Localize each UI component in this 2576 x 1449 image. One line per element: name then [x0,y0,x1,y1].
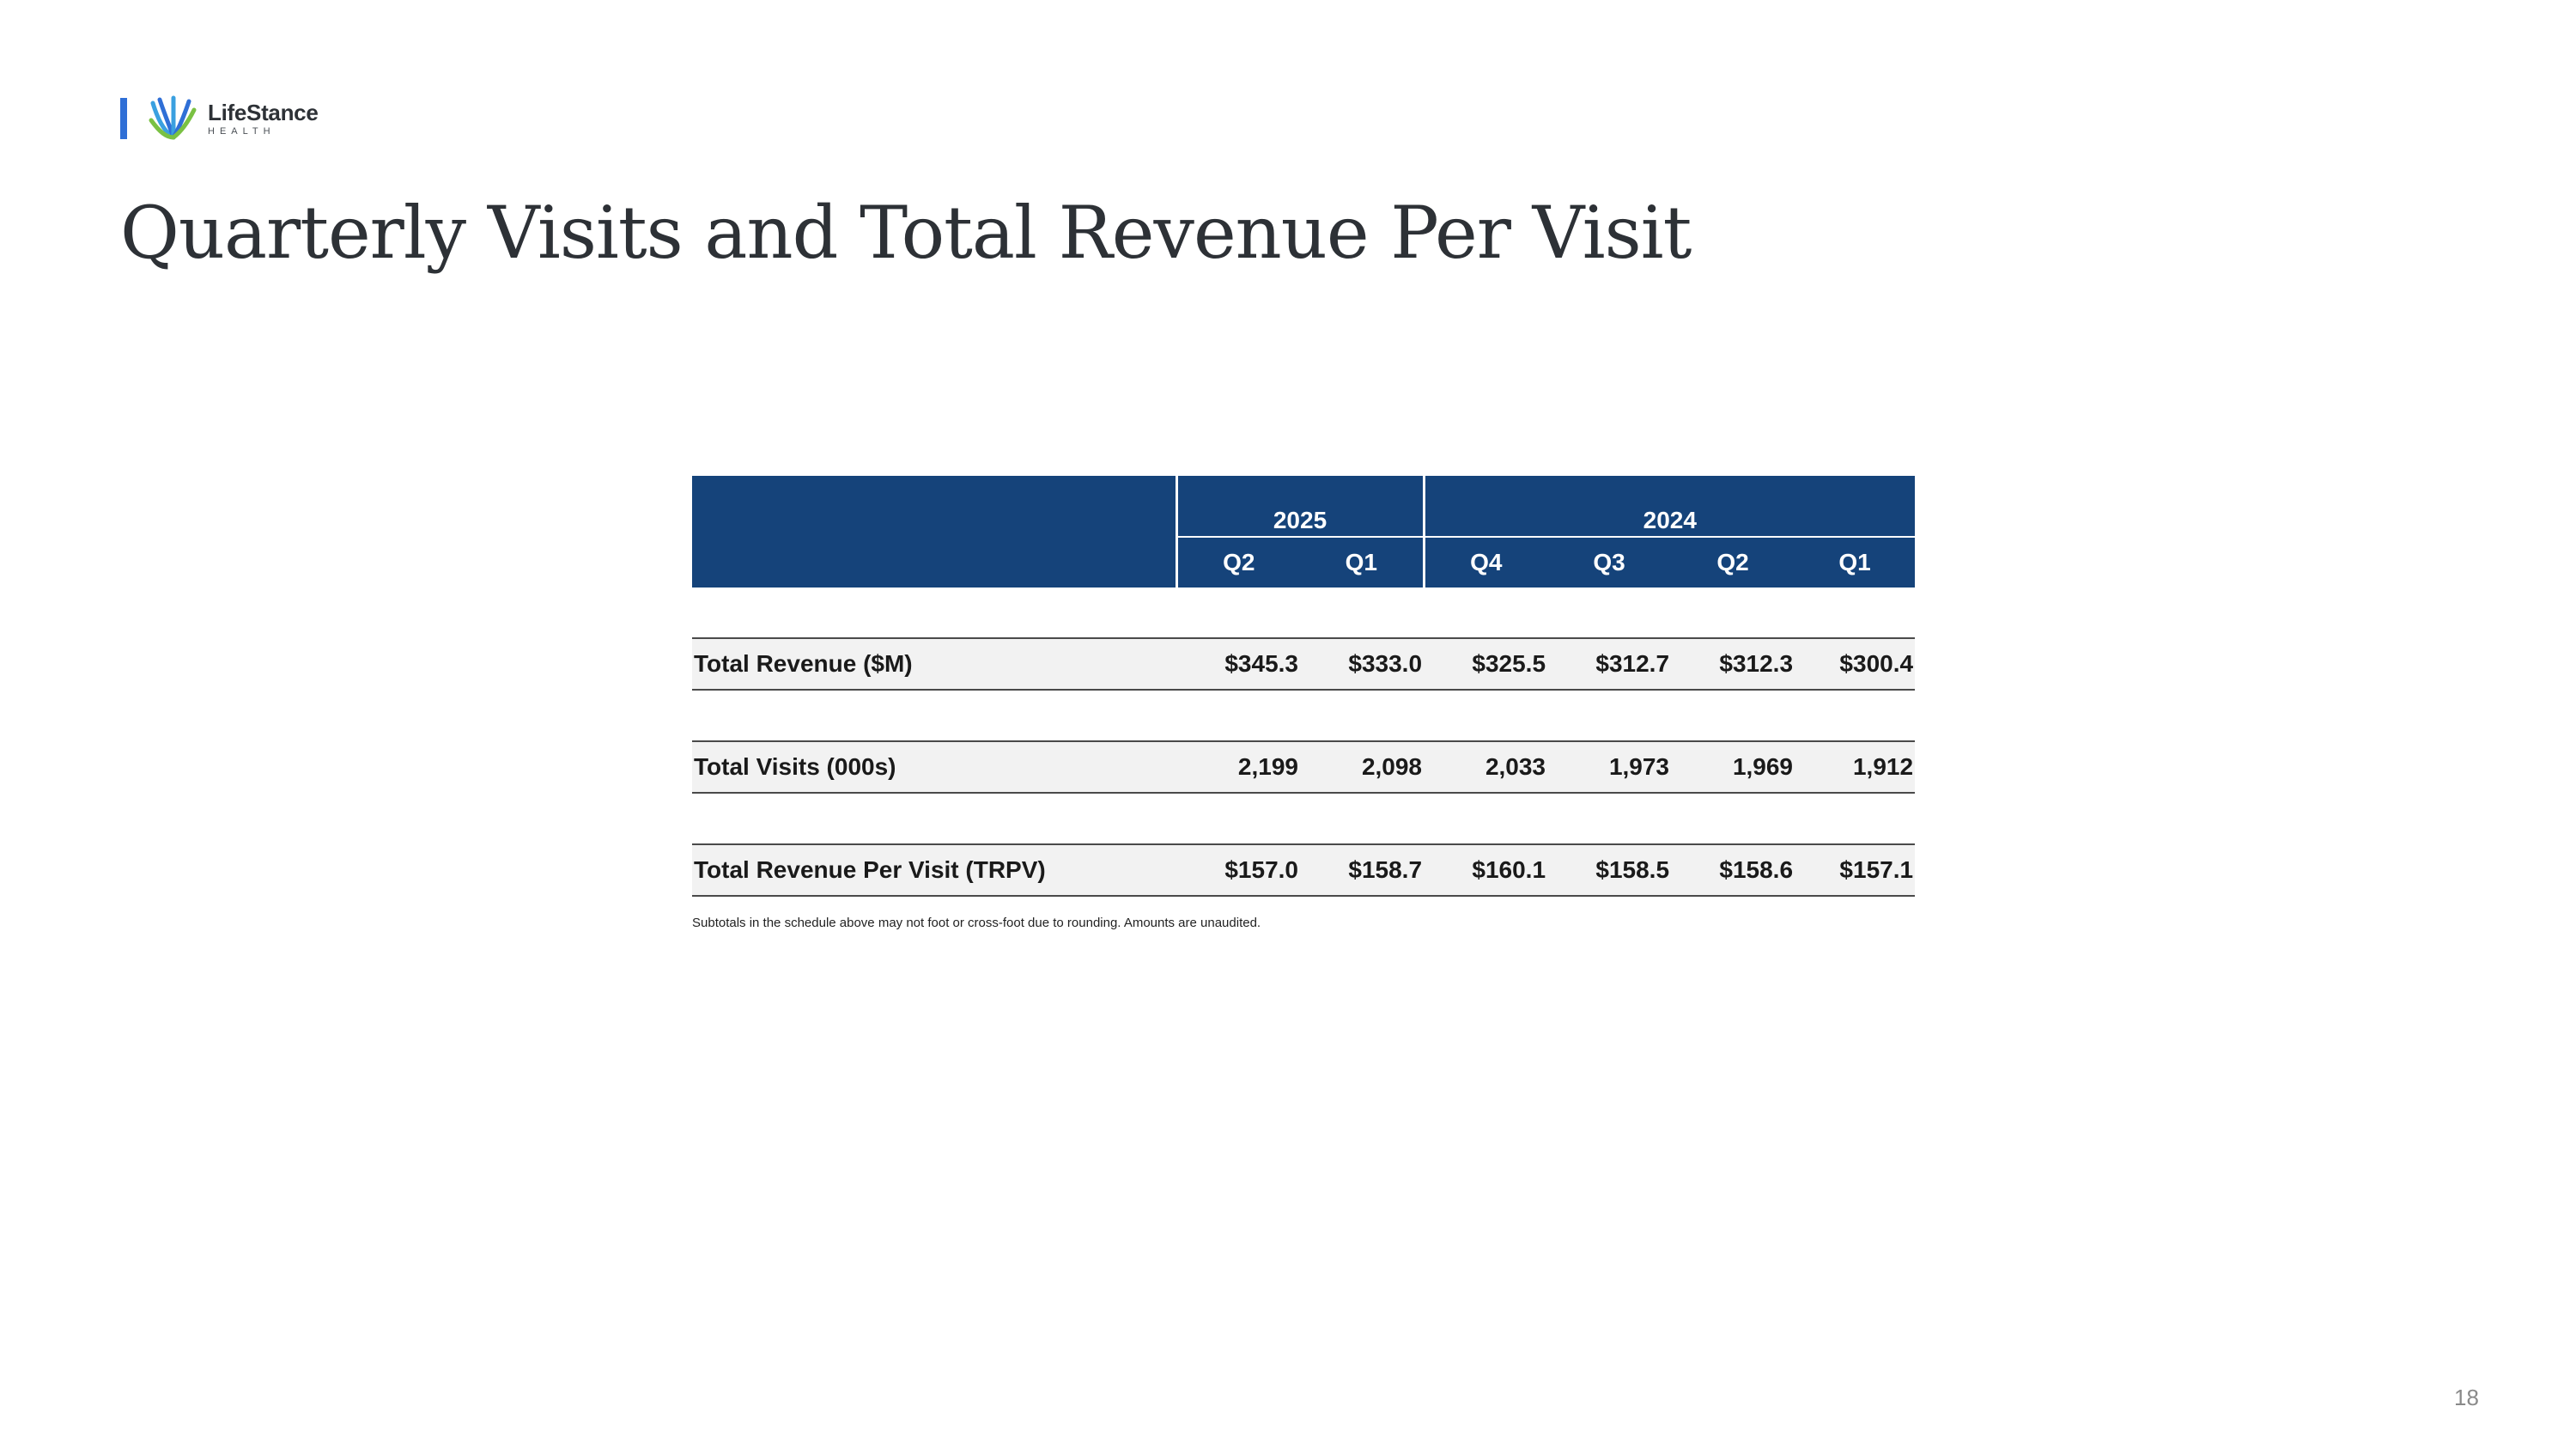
company-logo [120,94,319,143]
spacer-row [692,690,1915,741]
table-cell: $333.0 [1300,638,1424,690]
table-cell: 2,098 [1300,741,1424,793]
page-number: 18 [2454,1385,2479,1410]
quarter-header-2024-q1: Q1 [1795,537,1915,588]
quarter-header-2024-q2: Q2 [1671,537,1795,588]
logo-accent-bar [120,98,127,139]
logo-name: LifeStance [208,99,319,125]
table-cell: $158.5 [1547,844,1671,896]
table-cell: $157.1 [1795,844,1915,896]
page-title: Quarterly Visits and Total Revenue Per Visit [120,191,1692,275]
table-row-total-revenue [692,638,1915,690]
quarter-header-2024-q3: Q3 [1547,537,1671,588]
spacer-row [692,793,1915,844]
row-label-header [692,476,1176,588]
table-cell: $345.3 [1176,638,1300,690]
table-cell: $160.1 [1424,844,1547,896]
table-cell: $158.6 [1671,844,1795,896]
table-footnote: Subtotals in the schedule above may not foot or cross-foot due to rounding. Amounts are unaudited. [692,916,1261,930]
table-cell: 1,912 [1795,741,1915,793]
year-header-2024: 2024 [1424,476,1915,537]
table-cell: $158.7 [1300,844,1424,896]
table-row-trpv [692,844,1915,896]
table-cell: 2,033 [1424,741,1547,793]
table-cell: 1,973 [1547,741,1671,793]
table-cell: $325.5 [1424,638,1547,690]
financial-table-container [692,476,1915,897]
quarter-header-2025-q1: Q1 [1300,537,1424,588]
lifestance-leaf-icon [148,94,197,143]
table-cell: 1,969 [1671,741,1795,793]
table-cell: $312.3 [1671,638,1795,690]
year-header-2025: 2025 [1176,476,1424,537]
table-cell: $300.4 [1795,638,1915,690]
spacer-row [692,588,1915,638]
logo-subtitle: HEALTH [208,125,276,137]
quarterly-visits-table [692,476,1915,897]
row-label: Total Revenue ($M) [692,638,1176,690]
table-row-total-visits [692,741,1915,793]
table-cell: $157.0 [1176,844,1300,896]
year-header-row [692,476,1915,537]
row-label: Total Revenue Per Visit (TRPV) [692,844,1176,896]
table-cell: $312.7 [1547,638,1671,690]
quarter-header-2024-q4: Q4 [1424,537,1547,588]
row-label: Total Visits (000s) [692,741,1176,793]
table-cell: 2,199 [1176,741,1300,793]
quarter-header-2025-q2: Q2 [1176,537,1300,588]
